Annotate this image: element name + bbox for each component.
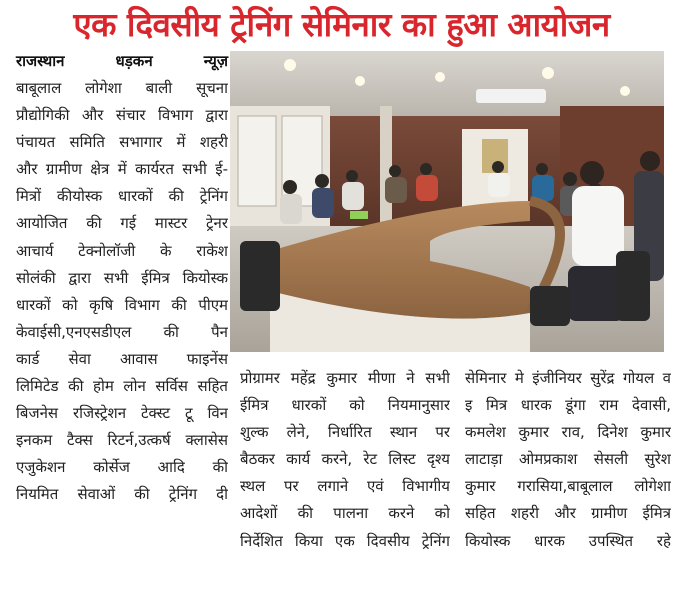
article-line: लिमिटेड की होम लोन सर्विस सहित bbox=[16, 377, 228, 396]
article-line: निर्देशित किया एक दिवसीय ट्रेनिंग bbox=[240, 531, 450, 550]
article-column-right bbox=[465, 365, 671, 555]
article-line: ईमित्र धारकों को नियमानुसार bbox=[240, 396, 450, 415]
article-line: इ मित्र धारक डूंगा राम देवासी, bbox=[465, 396, 671, 415]
article-line: इनकम टैक्स रिटर्न,उत्कर्ष क्लासेस bbox=[16, 431, 228, 450]
article-line: कमलेश कुमार राव, दिनेश कुमार bbox=[465, 423, 671, 442]
headline: एक दिवसीय ट्रेनिंग सेमिनार का हुआ आयोजन bbox=[73, 4, 610, 44]
article-line: सेमिनार मे इंजीनियर सुरेंद्र गोयल व bbox=[465, 369, 671, 387]
byline bbox=[16, 50, 228, 72]
article-line: सोलंकी द्वारा सभी ईमित्र कियोस्क bbox=[16, 268, 228, 287]
byline-place: राजस्थान bbox=[16, 52, 65, 70]
article-line: पंचायत समिति सभागार में शहरी bbox=[16, 133, 228, 152]
article-line: धारकों को कृषि विभाग की पीएम bbox=[16, 295, 228, 314]
article-line: आचार्य टेक्नोलॉजी के राकेश bbox=[16, 241, 228, 260]
article-line: आदेशों की पालना करने को bbox=[240, 504, 450, 523]
article-line: प्रोग्रामर महेंद्र कुमार मीणा ने सभी bbox=[240, 369, 450, 387]
article-line: केवाईसी,एनएसडीएल की पैन bbox=[16, 322, 228, 341]
article-column-left bbox=[16, 75, 228, 509]
article-line: नियमित सेवाओं की ट्रेनिंग दी bbox=[16, 485, 228, 504]
article-line: आयोजित की गई मास्टर ट्रेनर bbox=[16, 214, 228, 233]
article-line: लाटाड़ा ओमप्रकाश सेसली सुरेश bbox=[465, 450, 671, 469]
article-line: शुल्क लेने, निर्धारित स्थान पर bbox=[240, 423, 450, 442]
byline-publication-part2: न्यूज़ bbox=[203, 52, 228, 70]
article-column-middle bbox=[240, 365, 450, 555]
article-line: प्रौद्योगिकी और संचार विभाग द्वारा bbox=[16, 106, 228, 125]
article-line: कियोस्क धारक उपस्थित रहे bbox=[465, 531, 671, 550]
article-line: बाबूलाल लोगेशा बाली सूचना bbox=[16, 79, 228, 97]
article-line: कुमार गरासिया,बाबूलाल लोगेशा bbox=[465, 477, 671, 496]
article-line: एजुकेशन कोर्सेज आदि की bbox=[16, 458, 228, 477]
article-line: सहित शहरी और ग्रामीण ईमित्र bbox=[465, 504, 671, 523]
article-line: कार्ड सेवा आवास फाइनेंस bbox=[16, 349, 228, 368]
byline-publication-part1: धड़कन bbox=[115, 52, 153, 70]
article-line: मित्रों कीयोस्क धारकों की ट्रेनिंग bbox=[16, 187, 228, 206]
article-line: स्थल पर लगाने एवं विभागीय bbox=[240, 477, 450, 496]
article-line: बिजनेस रजिस्ट्रेशन टेक्स्ट टू विन bbox=[16, 404, 228, 423]
seminar-photo bbox=[230, 51, 664, 352]
article-line: बैठकर कार्य करने, रेट लिस्ट दृश्य bbox=[240, 450, 450, 469]
article-line: और ग्रामीण क्षेत्र में कार्यरत सभी ई- bbox=[16, 160, 228, 179]
